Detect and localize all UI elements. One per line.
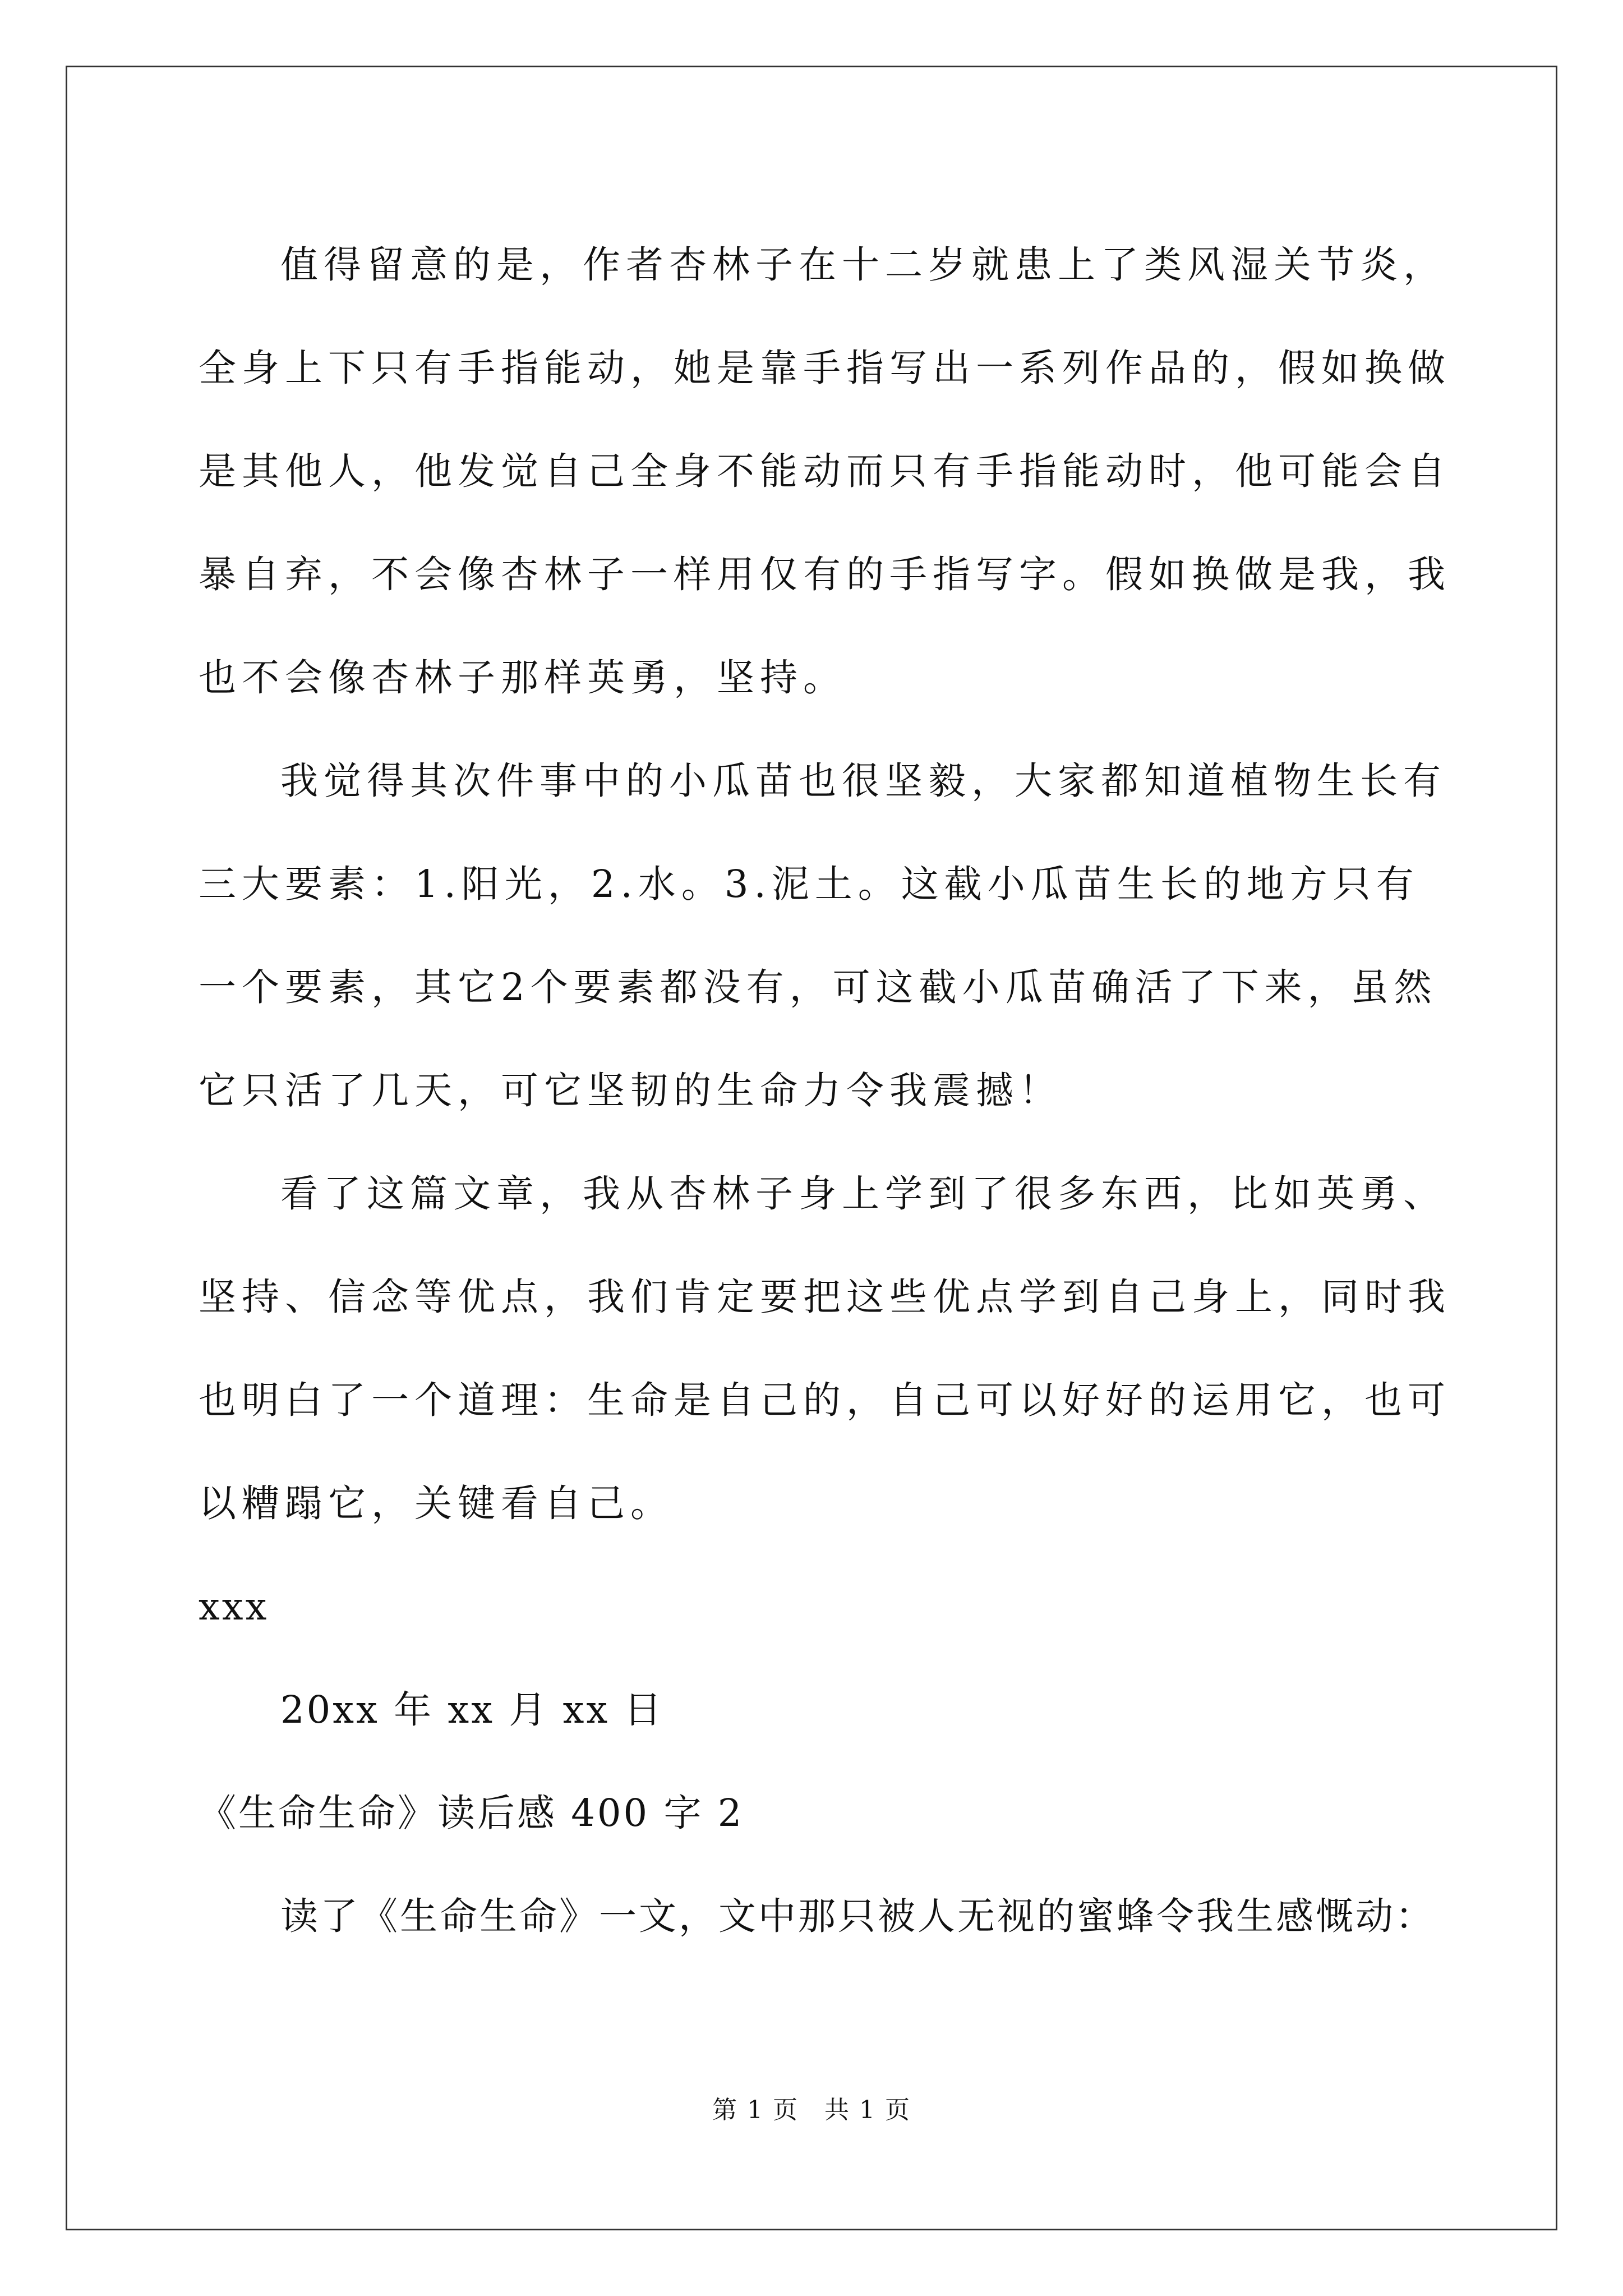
document-body [199, 213, 1455, 1968]
paragraph-2: 我觉得其次件事中的小瓜苗也很坚毅，大家都知道植物生长有三大要素：1.阳光，2.水。3.泥土。这截小瓜苗生长的地方只有一个要素，其它2个要素都没有，可这截小瓜苗确活了下来，虽然它只活了几天，可它坚韧的生命力令我震撼！ [199, 759, 1446, 1112]
section-title: 《生命生命》读后感 400 字 2 [199, 1791, 744, 1835]
paragraph-3: 看了这篇文章，我从杏林子身上学到了很多东西，比如英勇、坚持、信念等优点，我们肯定要把这些优点学到自己身上，同时我也明白了一个道理：生命是自己的，自己可以好好的运用它，也可以糟蹋它，关键看自己。 [199, 1172, 1451, 1525]
page-number-footer: 第 1 页 共 1 页 [712, 2096, 911, 2124]
date-line: 20xx 年 xx 月 xx 日 [280, 1688, 664, 1732]
paragraph-1: 值得留意的是，作者杏林子在十二岁就患上了类风湿关节炎，全身上下只有手指能动，她是靠手指写出一系列作品的，假如换做是其他人，他发觉自己全身不能动而只有手指能动时，他可能会自暴自弃，不会像杏林子一样用仅有的手指写字。假如换做是我，我也不会像杏林子那样英勇，坚持。 [199, 243, 1451, 700]
signature: xxx [199, 1585, 269, 1628]
paragraph-4: 读了《生命生命》一文，文中那只被人无视的蜜蜂令我生感慨动： [280, 1894, 1435, 1938]
